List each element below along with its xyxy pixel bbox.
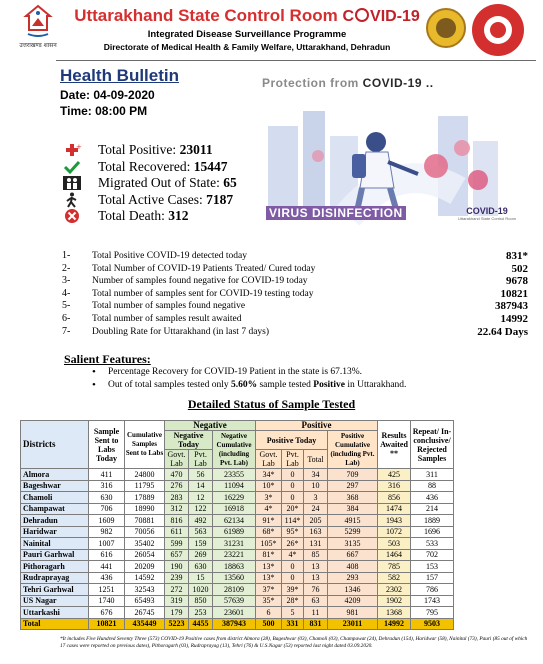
col-neg-govt-lab: Govt. Lab bbox=[165, 450, 189, 469]
table-cell: 384 bbox=[328, 503, 378, 515]
table-cell: 105* bbox=[256, 538, 282, 550]
table-cell: 122 bbox=[189, 503, 213, 515]
stat-total-positive bbox=[60, 142, 237, 159]
table-cell: 16918 bbox=[213, 503, 256, 515]
table-cell: 26054 bbox=[125, 549, 165, 561]
svg-text:+: + bbox=[76, 143, 82, 151]
table-cell: 272 bbox=[165, 584, 189, 596]
table-cell: 387943 bbox=[213, 618, 256, 630]
salient-heading: Salient Features: bbox=[64, 352, 151, 366]
table-cell: 95* bbox=[282, 526, 304, 538]
table-cell: 563 bbox=[189, 526, 213, 538]
table-cell: 62134 bbox=[213, 515, 256, 527]
table-cell: 76 bbox=[304, 584, 328, 596]
district-cell: Nainital bbox=[21, 538, 89, 550]
virus-disinfection-label: VIRUS DISINFECTION bbox=[266, 206, 406, 220]
positive-plus-icon bbox=[62, 142, 82, 158]
list-number: 5- bbox=[62, 300, 71, 312]
table-cell: 316 bbox=[89, 480, 125, 492]
district-cell: Almora bbox=[21, 469, 89, 481]
stat-value: 23011 bbox=[179, 142, 213, 157]
col-positive-cumulative: Positive Cumulative (including Pvt. Lab) bbox=[328, 431, 378, 469]
table-cell: 436 bbox=[89, 572, 125, 584]
district-cell: US Nagar bbox=[21, 595, 89, 607]
table-cell: 9503 bbox=[411, 618, 454, 630]
col-results-awaited: Results Awaited ** bbox=[378, 421, 411, 469]
table-cell: 982 bbox=[89, 526, 125, 538]
stat-total-death bbox=[60, 208, 237, 225]
list-number: 1- bbox=[62, 250, 71, 261]
table-cell: 13 bbox=[304, 561, 328, 573]
bullet-text: in Uttarakhand. bbox=[344, 380, 407, 390]
district-cell: Tehri Garhwal bbox=[21, 584, 89, 596]
table-cell: 1007 bbox=[89, 538, 125, 550]
table-cell: 283 bbox=[165, 492, 189, 504]
table-cell: 1020 bbox=[189, 584, 213, 596]
table-cell: 470 bbox=[165, 469, 189, 481]
table-cell: 20209 bbox=[125, 561, 165, 573]
table-row bbox=[21, 549, 454, 561]
col-districts: Districts bbox=[21, 421, 89, 469]
list-value: 831* bbox=[506, 250, 528, 262]
table-cell: 11 bbox=[304, 607, 328, 619]
table-cell: 24800 bbox=[125, 469, 165, 481]
salient-bullet-recovery: • Percentage Recovery for COVID-19 Patient in the state is 67.13%. bbox=[92, 367, 406, 380]
header-subtitle-directorate: Directorate of Medical Health & Family Welfare, Uttarakhand, Dehradun bbox=[103, 42, 391, 52]
table-cell: 18863 bbox=[213, 561, 256, 573]
table-cell: 190 bbox=[165, 561, 189, 573]
stat-label: Migrated Out of State: bbox=[98, 175, 224, 190]
table-row bbox=[21, 503, 454, 515]
col-cumulative-samples: Cumulative Samples Sent to Labs bbox=[125, 421, 165, 469]
table-cell: 0 bbox=[282, 572, 304, 584]
table-cell: 630 bbox=[89, 492, 125, 504]
bulletin-heading: Health Bulletin bbox=[60, 66, 180, 85]
table-cell: 1346 bbox=[328, 584, 378, 596]
table-row bbox=[21, 595, 454, 607]
table-cell: 1943 bbox=[378, 515, 411, 527]
bulletin-block bbox=[60, 66, 179, 118]
table-cell: 1368 bbox=[378, 607, 411, 619]
table-cell: 34* bbox=[256, 469, 282, 481]
table-cell: 709 bbox=[328, 469, 378, 481]
table-cell: 159 bbox=[189, 538, 213, 550]
table-cell: 179 bbox=[165, 607, 189, 619]
table-cell: 5299 bbox=[328, 526, 378, 538]
table-cell: 667 bbox=[328, 549, 378, 561]
bullet-positive: Positive bbox=[313, 380, 345, 390]
district-cell: Dehradun bbox=[21, 515, 89, 527]
table-cell: 850 bbox=[189, 595, 213, 607]
table-row bbox=[21, 469, 454, 481]
table-cell: 492 bbox=[189, 515, 213, 527]
table-cell: 533 bbox=[411, 538, 454, 550]
table-cell: 23601 bbox=[213, 607, 256, 619]
table-cell: 5 bbox=[282, 607, 304, 619]
table-cell: 24 bbox=[304, 503, 328, 515]
col-repeat-rejected: Repeat/ In-conclusive/ Rejected Samples bbox=[411, 421, 454, 469]
table-cell: 706 bbox=[89, 503, 125, 515]
table-row bbox=[21, 492, 454, 504]
header-divider bbox=[56, 60, 536, 61]
table-cell: 831 bbox=[304, 618, 328, 630]
table-cell: 26* bbox=[282, 538, 304, 550]
district-cell: Chamoli bbox=[21, 492, 89, 504]
list-item bbox=[62, 263, 532, 276]
migrated-people-icon bbox=[62, 175, 82, 191]
bulletin-date: Date: 04-09-2020 bbox=[60, 88, 155, 102]
covid-logo-text bbox=[342, 8, 419, 25]
table-cell: 13* bbox=[256, 572, 282, 584]
list-number: 6- bbox=[62, 312, 71, 324]
stat-active-cases bbox=[60, 192, 237, 209]
table-cell: 11795 bbox=[125, 480, 165, 492]
stat-total-recovered bbox=[60, 159, 237, 176]
table-cell: 1740 bbox=[89, 595, 125, 607]
table-cell: 61989 bbox=[213, 526, 256, 538]
list-text: Total number of samples result awaited bbox=[92, 313, 242, 324]
col-positive-today: Positive Today bbox=[256, 431, 328, 450]
table-cell: 1902 bbox=[378, 595, 411, 607]
col-sample-sent: Sample Sent to Labs Today bbox=[89, 421, 125, 469]
district-cell: Rudraprayag bbox=[21, 572, 89, 584]
table-total-row bbox=[21, 618, 454, 630]
protection-prefix: Protection from bbox=[262, 76, 363, 90]
list-item bbox=[62, 313, 532, 326]
table-cell: 316 bbox=[378, 480, 411, 492]
bulletin-time: Time: 08:00 PM bbox=[60, 104, 148, 118]
table-cell: 10* bbox=[256, 480, 282, 492]
table-cell: 657 bbox=[165, 549, 189, 561]
table-cell: 503 bbox=[378, 538, 411, 550]
detail-table-title bbox=[0, 397, 543, 412]
table-row bbox=[21, 515, 454, 527]
stat-value: 7187 bbox=[206, 191, 234, 207]
table-cell: 676 bbox=[89, 607, 125, 619]
table-cell: 311 bbox=[411, 469, 454, 481]
table-cell: 4915 bbox=[328, 515, 378, 527]
col-negative: Negative bbox=[165, 421, 256, 431]
table-cell: 1609 bbox=[89, 515, 125, 527]
table-cell: 1889 bbox=[411, 515, 454, 527]
table-cell: 10 bbox=[304, 480, 328, 492]
table-cell: 157 bbox=[411, 572, 454, 584]
table-cell: 23221 bbox=[213, 549, 256, 561]
list-number: 7- bbox=[62, 325, 71, 337]
stat-value: 15447 bbox=[193, 158, 228, 174]
table-cell: 411 bbox=[89, 469, 125, 481]
table-cell: 582 bbox=[378, 572, 411, 584]
table-cell: 795 bbox=[411, 607, 454, 619]
table-cell: 4* bbox=[282, 549, 304, 561]
covid-c: C bbox=[342, 8, 355, 25]
emblem-caption: उत्तराखण्ड शासन bbox=[19, 42, 57, 49]
table-cell: 425 bbox=[378, 469, 411, 481]
list-text: Total number of samples found negative bbox=[92, 301, 246, 312]
stat-value: 312 bbox=[168, 208, 189, 223]
list-text: Total number of samples sent for COVID-19 testing today bbox=[92, 288, 314, 299]
table-cell: 0 bbox=[282, 492, 304, 504]
table-cell: 56 bbox=[189, 469, 213, 481]
col-pos-total: Total bbox=[304, 450, 328, 469]
table-cell: 114* bbox=[282, 515, 304, 527]
table-cell: 1251 bbox=[89, 584, 125, 596]
table-cell: 856 bbox=[378, 492, 411, 504]
covid-rest: VID-19 bbox=[370, 8, 420, 25]
table-cell: 14592 bbox=[125, 572, 165, 584]
district-cell: Pauri Garhwal bbox=[21, 549, 89, 561]
table-cell: 14 bbox=[189, 480, 213, 492]
list-item bbox=[62, 288, 532, 301]
district-cell: Uttarkashi bbox=[21, 607, 89, 619]
table-cell: 163 bbox=[304, 526, 328, 538]
protection-banner-text bbox=[262, 76, 434, 90]
table-cell: 81* bbox=[256, 549, 282, 561]
death-cross-icon bbox=[62, 208, 82, 224]
header-title bbox=[62, 6, 432, 26]
list-number: 3- bbox=[62, 275, 71, 287]
table-cell: 14992 bbox=[378, 618, 411, 630]
list-text: Total Number of COVID-19 Patients Treated/ Cured today bbox=[92, 263, 316, 274]
col-negative-today: Negative Today bbox=[165, 431, 213, 450]
table-cell: 611 bbox=[165, 526, 189, 538]
list-value: 22.64 Days bbox=[477, 325, 528, 338]
table-cell: 253 bbox=[189, 607, 213, 619]
stat-label: Total Active Cases: bbox=[98, 191, 207, 207]
table-cell: 1474 bbox=[378, 503, 411, 515]
table-cell: 239 bbox=[165, 572, 189, 584]
table-cell: 500 bbox=[256, 618, 282, 630]
summary-stats bbox=[60, 142, 237, 225]
table-cell: 70881 bbox=[125, 515, 165, 527]
district-cell: Pithoragarh bbox=[21, 561, 89, 573]
list-number: 4- bbox=[62, 287, 71, 299]
stat-label: Total Positive: bbox=[98, 142, 180, 157]
table-row bbox=[21, 584, 454, 596]
recovered-check-icon bbox=[62, 159, 82, 175]
table-cell: 0 bbox=[282, 561, 304, 573]
detail-table-title-text: Detailed Status of Sample Tested bbox=[187, 397, 356, 411]
table-cell: 4455 bbox=[189, 618, 213, 630]
table-cell: 435449 bbox=[125, 618, 165, 630]
table-cell: 26745 bbox=[125, 607, 165, 619]
table-row bbox=[21, 561, 454, 573]
table-cell: 12 bbox=[189, 492, 213, 504]
covid19-badge bbox=[452, 206, 522, 221]
page-header bbox=[0, 0, 543, 60]
table-cell: 319 bbox=[165, 595, 189, 607]
header-title-block bbox=[62, 6, 432, 52]
table-cell: 269 bbox=[189, 549, 213, 561]
table-cell: 630 bbox=[189, 561, 213, 573]
col-pos-govt-lab: Govt. Lab bbox=[256, 450, 282, 469]
district-cell: Haridwar bbox=[21, 526, 89, 538]
table-cell: 0 bbox=[282, 469, 304, 481]
table-cell: 17889 bbox=[125, 492, 165, 504]
table-cell: 312 bbox=[165, 503, 189, 515]
summary-list bbox=[62, 250, 532, 338]
list-text: Doubling Rate for Uttarakhand (in last 7 days) bbox=[92, 326, 270, 337]
table-cell: 6 bbox=[256, 607, 282, 619]
list-value: 387943 bbox=[495, 300, 528, 313]
table-cell: 23011 bbox=[328, 618, 378, 630]
table-cell: 214 bbox=[411, 503, 454, 515]
salient-bullets bbox=[92, 367, 406, 393]
table-cell: 331 bbox=[282, 618, 304, 630]
table-cell: 11094 bbox=[213, 480, 256, 492]
table-cell: 436 bbox=[411, 492, 454, 504]
table-cell: 2302 bbox=[378, 584, 411, 596]
col-neg-pvt-lab: Pvt. Lab bbox=[189, 450, 213, 469]
list-value: 502 bbox=[511, 262, 528, 275]
table-cell: 28109 bbox=[213, 584, 256, 596]
table-cell: 57639 bbox=[213, 595, 256, 607]
table-cell: 0 bbox=[282, 480, 304, 492]
table-cell: 39* bbox=[282, 584, 304, 596]
table-cell: 702 bbox=[411, 549, 454, 561]
table-cell: 1743 bbox=[411, 595, 454, 607]
col-pos-pvt-lab: Pvt. Lab bbox=[282, 450, 304, 469]
table-row bbox=[21, 526, 454, 538]
list-text: Total Positive COVID-19 detected today bbox=[92, 251, 247, 261]
table-cell: 616 bbox=[89, 549, 125, 561]
col-positive: Positive bbox=[256, 421, 378, 431]
table-cell: 408 bbox=[328, 561, 378, 573]
stat-label: Total Death: bbox=[98, 208, 169, 223]
table-cell: 13 bbox=[304, 572, 328, 584]
list-item bbox=[62, 275, 532, 288]
table-row bbox=[21, 607, 454, 619]
table-cell: 63 bbox=[304, 595, 328, 607]
table-cell: 91* bbox=[256, 515, 282, 527]
table-cell: 1464 bbox=[378, 549, 411, 561]
table-cell: 205 bbox=[304, 515, 328, 527]
table-row bbox=[21, 538, 454, 550]
table-cell: 34 bbox=[304, 469, 328, 481]
list-value: 10821 bbox=[500, 287, 528, 300]
national-health-mission-logo bbox=[472, 4, 524, 56]
table-cell: 70056 bbox=[125, 526, 165, 538]
bullet-text: Out of total samples tested only bbox=[108, 380, 231, 390]
table-cell: 3* bbox=[256, 492, 282, 504]
table-cell: 31231 bbox=[213, 538, 256, 550]
table-cell: 85 bbox=[304, 549, 328, 561]
table-cell: 297 bbox=[328, 480, 378, 492]
table-cell: 18990 bbox=[125, 503, 165, 515]
protection-bold: COVID-19 .. bbox=[362, 76, 434, 90]
table-cell: 13560 bbox=[213, 572, 256, 584]
table-cell: 3135 bbox=[328, 538, 378, 550]
table-cell: 15 bbox=[189, 572, 213, 584]
table-cell: 13* bbox=[256, 561, 282, 573]
table-cell: 153 bbox=[411, 561, 454, 573]
table-cell: 1696 bbox=[411, 526, 454, 538]
covid19-badge-title: COVID-19 bbox=[466, 206, 508, 216]
table-cell: 35* bbox=[256, 595, 282, 607]
list-item bbox=[62, 300, 532, 313]
table-cell: 23355 bbox=[213, 469, 256, 481]
stat-label: Total Recovered: bbox=[98, 158, 194, 174]
list-text: Number of samples found negative for COVID-19 today bbox=[92, 276, 308, 287]
table-cell: 88 bbox=[411, 480, 454, 492]
list-item bbox=[62, 326, 532, 339]
table-cell: 368 bbox=[328, 492, 378, 504]
list-value: 9678 bbox=[506, 275, 528, 288]
active-walking-icon bbox=[62, 192, 82, 208]
district-cell: Bageshwar bbox=[21, 480, 89, 492]
stat-value: 65 bbox=[223, 175, 237, 190]
emblem-icon bbox=[23, 4, 53, 40]
district-cell: Champawat bbox=[21, 503, 89, 515]
sample-status-table bbox=[20, 420, 454, 630]
table-cell: 20* bbox=[282, 503, 304, 515]
table-cell: 3 bbox=[304, 492, 328, 504]
stat-migrated bbox=[60, 175, 237, 192]
table-cell: 35402 bbox=[125, 538, 165, 550]
table-cell: 816 bbox=[165, 515, 189, 527]
bullet-percent: 5.60% bbox=[230, 380, 258, 390]
table-cell: 4209 bbox=[328, 595, 378, 607]
bullet-text: sample tested bbox=[257, 380, 314, 390]
salient-bullet-positivity bbox=[92, 380, 406, 393]
table-cell: 5223 bbox=[165, 618, 189, 630]
list-value: 14992 bbox=[500, 312, 528, 325]
table-cell: 786 bbox=[411, 584, 454, 596]
table-cell: 37* bbox=[256, 584, 282, 596]
table-cell: 599 bbox=[165, 538, 189, 550]
table-cell: 293 bbox=[328, 572, 378, 584]
uttarakhand-emblem-logo bbox=[18, 4, 58, 56]
header-title-text: Uttarakhand State Control Room bbox=[74, 6, 338, 25]
table-cell: 16229 bbox=[213, 492, 256, 504]
table-cell: 10821 bbox=[89, 618, 125, 630]
table-cell: 981 bbox=[328, 607, 378, 619]
table-cell: 131 bbox=[304, 538, 328, 550]
state-seal-logo bbox=[426, 8, 466, 48]
covid-virus-o-icon bbox=[355, 8, 369, 22]
list-item bbox=[62, 250, 532, 263]
list-number: 2- bbox=[62, 262, 71, 274]
table-row bbox=[21, 572, 454, 584]
table-cell: 1072 bbox=[378, 526, 411, 538]
table-footnote: *It includes Five Hundred Seventy Three (573) COVID-19 Positive cases from district Almora (28), Bageshwar (03), Chamoli (03), Champawat (24), Dehradun (154), Haridwar (58), Nainital (73), Pauri (85 out of which 17 cases were reported on previous dates), Pithoragarh (03), Rudraprayag (13), Tehri (76) & U.S.Nagar (53) reported last night dated 03.09.2020. bbox=[60, 636, 528, 649]
table-cell: 32543 bbox=[125, 584, 165, 596]
table-row bbox=[21, 480, 454, 492]
district-cell: Total bbox=[21, 618, 89, 630]
table-cell: 65493 bbox=[125, 595, 165, 607]
table-body bbox=[21, 469, 454, 630]
col-negative-cumulative: Negative Cumulative (including Pvt. Lab) bbox=[213, 431, 256, 469]
table-cell: 68* bbox=[256, 526, 282, 538]
table-cell: 276 bbox=[165, 480, 189, 492]
header-subtitle-idsp: Integrated Disease Surveillance Programme bbox=[147, 29, 347, 40]
table-cell: 4* bbox=[256, 503, 282, 515]
table-cell: 785 bbox=[378, 561, 411, 573]
table-cell: 441 bbox=[89, 561, 125, 573]
covid19-badge-subtitle: Uttarakhand State Control Room bbox=[457, 216, 517, 221]
table-cell: 28* bbox=[282, 595, 304, 607]
